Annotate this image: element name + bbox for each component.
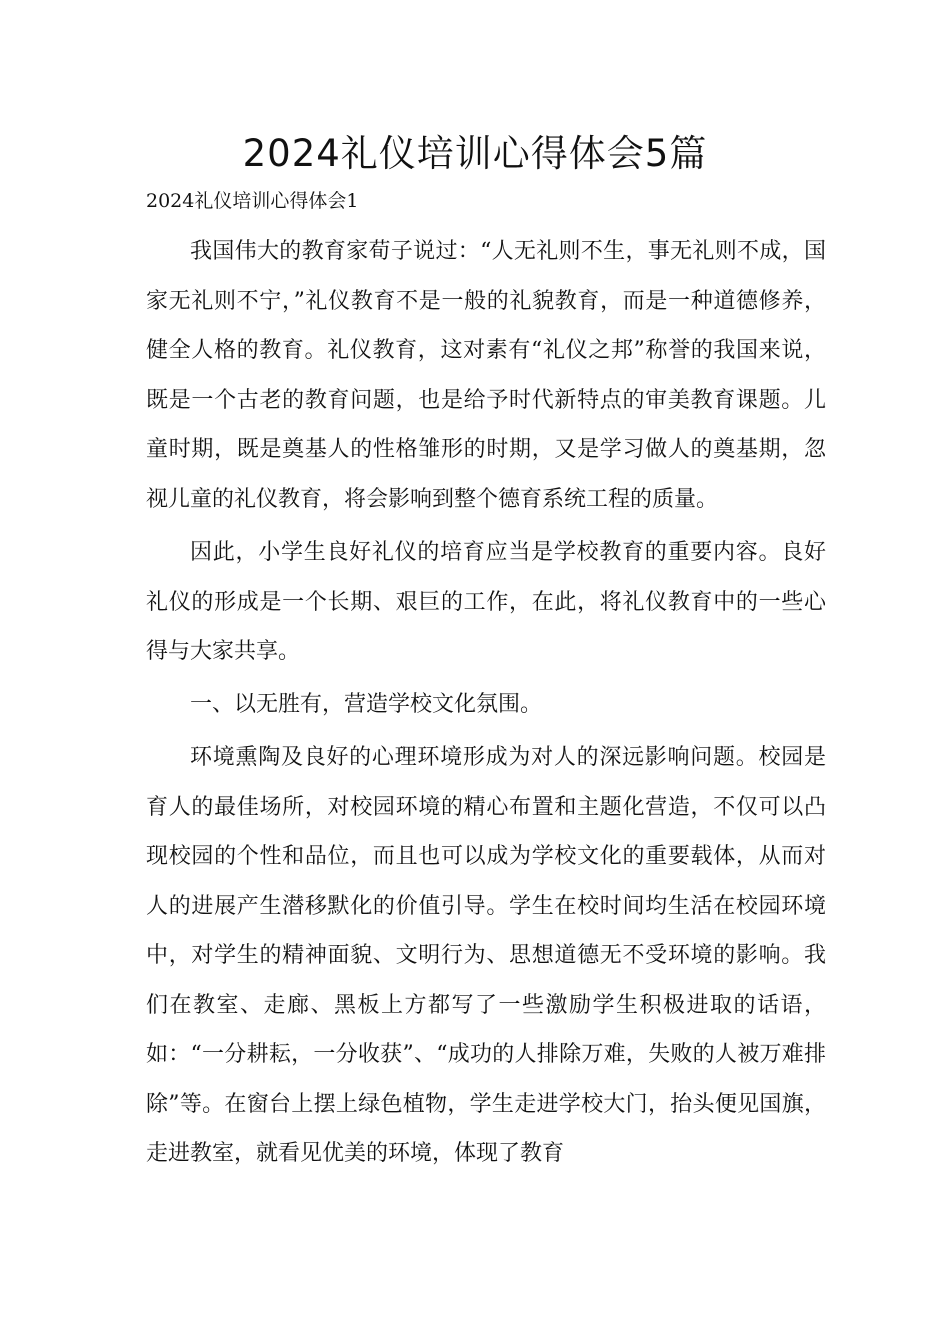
paragraph-environment: 环境熏陶及良好的心理环境形成为对人的深远影响问题。校园是育人的最佳场所，对校园环境的精心布置和主题化营造，不仅可以凸现校园的个性和品位，而且也可以成为学校文化的重要载体，从而对人的进展产生潜移默化的价值引导。学生在校时间均生活在校园环境中，对学生的精神面貌、文明行为、思想道德无不受环境的影响。我们在教室、走廊、黑板上方都写了一些激励学生积极进取的话语，如：“一分耕耘，一分收获”、“成功的人排除万难，失败的人被万难排除”等。在窗台上摆上绿色植物，学生走进学校大门，抬头便见国旗，走进教室，就看见优美的环境，体现了教育 [146,745,826,1166]
paragraph-intro: 我国伟大的教育家荀子说过：“人无礼则不生，事无礼则不成，国家无礼则不宁，”礼仪教育不是一般的礼貌教育，而是一种道德修养，健全人格的教育。礼仪教育，这对素有“礼仪之邦”称誉的我国来说，既是一个古老的教育问题，也是给予时代新特点的审美教育课题。儿童时期，既是奠基人的性格雏形的时期，又是学习做人的奠基期，忽视儿童的礼仪教育，将会影响到整个德育系统工程的质量。 [146,239,826,512]
document-title: 2024礼仪培训心得体会5篇 [242,132,708,175]
section-heading: 2024礼仪培训心得体会1 [146,190,359,212]
paragraph-therefore: 因此，小学生良好礼仪的培育应当是学校教育的重要内容。良好礼仪的形成是一个长期、艰巨的工作，在此，将礼仪教育中的一些心得与大家共享。 [146,540,826,664]
document-body [146,227,826,1183]
paragraph-point-one-heading: 一、以无胜有，营造学校文化氛围。 [190,691,543,717]
